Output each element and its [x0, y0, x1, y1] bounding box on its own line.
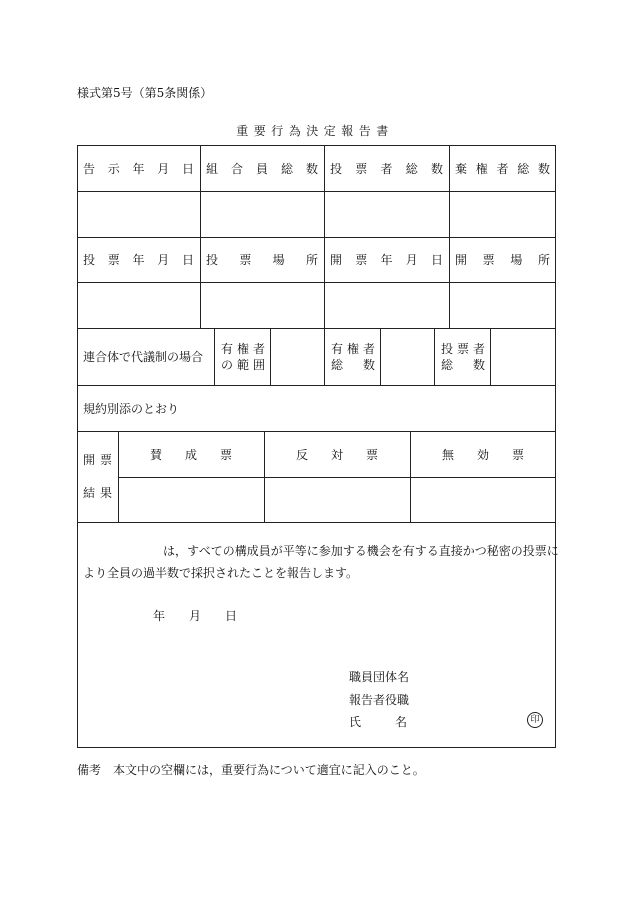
counting-place-field[interactable]	[450, 283, 555, 327]
header-voting-place: 投 票 場 所	[206, 253, 318, 267]
header-invalid-votes: 無 効 票	[442, 447, 524, 462]
column-divider	[324, 328, 325, 385]
report-date	[153, 607, 237, 624]
bylaws-note: 規約別添のとおり	[83, 401, 180, 416]
voting-place-field[interactable]	[201, 283, 323, 327]
federation-voter-total-field[interactable]	[491, 329, 555, 384]
voter-total-field[interactable]	[325, 192, 448, 236]
statement-line-1: は，すべての構成員が平等に参加する機会を有する直接かつ秘密の投票に	[163, 544, 559, 558]
header-approve-votes: 賛 成 票	[150, 447, 232, 462]
statement-text	[83, 540, 559, 584]
day-label: 日	[224, 609, 237, 623]
eligible-total-label: 有 権 者 総 数	[331, 341, 375, 372]
column-divider	[434, 328, 435, 385]
name-label: 氏 名	[349, 715, 407, 729]
header-voting-date: 投 票 年 月 日	[83, 253, 194, 267]
org-name-label: 職員団体名	[349, 670, 410, 684]
eligible-scope-label: 有 権 者 の 範 囲	[221, 341, 265, 372]
header-member-total: 組 合 員 総 数	[206, 161, 318, 176]
counting-date-field[interactable]	[325, 283, 448, 327]
year-label: 年	[153, 609, 166, 623]
federation-label: 連合体で代議制の場合	[83, 350, 204, 364]
voter-total-label: 投 票 者 総 数	[441, 341, 485, 372]
header-voter-total: 投 票 者 総 数	[330, 161, 443, 176]
header-oppose-votes: 反 対 票	[296, 447, 378, 462]
eligible-total-field[interactable]	[381, 329, 433, 384]
seal-mark: 印	[527, 712, 543, 728]
header-notice-date: 告 示 年 月 日	[83, 161, 194, 176]
header-counting-date: 開 票 年 月 日	[330, 253, 443, 267]
row-divider	[77, 522, 556, 523]
header-abstainer-total: 棄 権 者 総 数	[455, 161, 550, 176]
count-result-label-bottom: 結 果	[83, 485, 112, 500]
month-label: 月	[188, 609, 201, 623]
column-divider	[214, 328, 215, 385]
remarks-note: 備考 本文中の空欄には，重要行為について適宜に記入のこと。	[77, 763, 425, 777]
abstainer-total-field[interactable]	[450, 192, 555, 236]
approve-votes-field[interactable]	[119, 478, 263, 521]
oppose-votes-field[interactable]	[265, 478, 409, 521]
count-result-label-top: 開 票	[83, 452, 112, 467]
header-counting-place: 開 票 場 所	[455, 253, 550, 267]
document-title: 重要行為決定報告書	[236, 124, 394, 138]
form-number: 様式第5号（第5条関係）	[77, 86, 213, 100]
statement-line-2: より全員の過半数で採択されたことを報告します。	[83, 566, 359, 580]
voting-date-field[interactable]	[78, 283, 199, 327]
reporter-position-label: 報告者役職	[349, 693, 410, 707]
member-total-field[interactable]	[201, 192, 323, 236]
notice-date-field[interactable]	[78, 192, 199, 236]
eligible-scope-field[interactable]	[271, 329, 323, 384]
invalid-votes-field[interactable]	[411, 478, 555, 521]
